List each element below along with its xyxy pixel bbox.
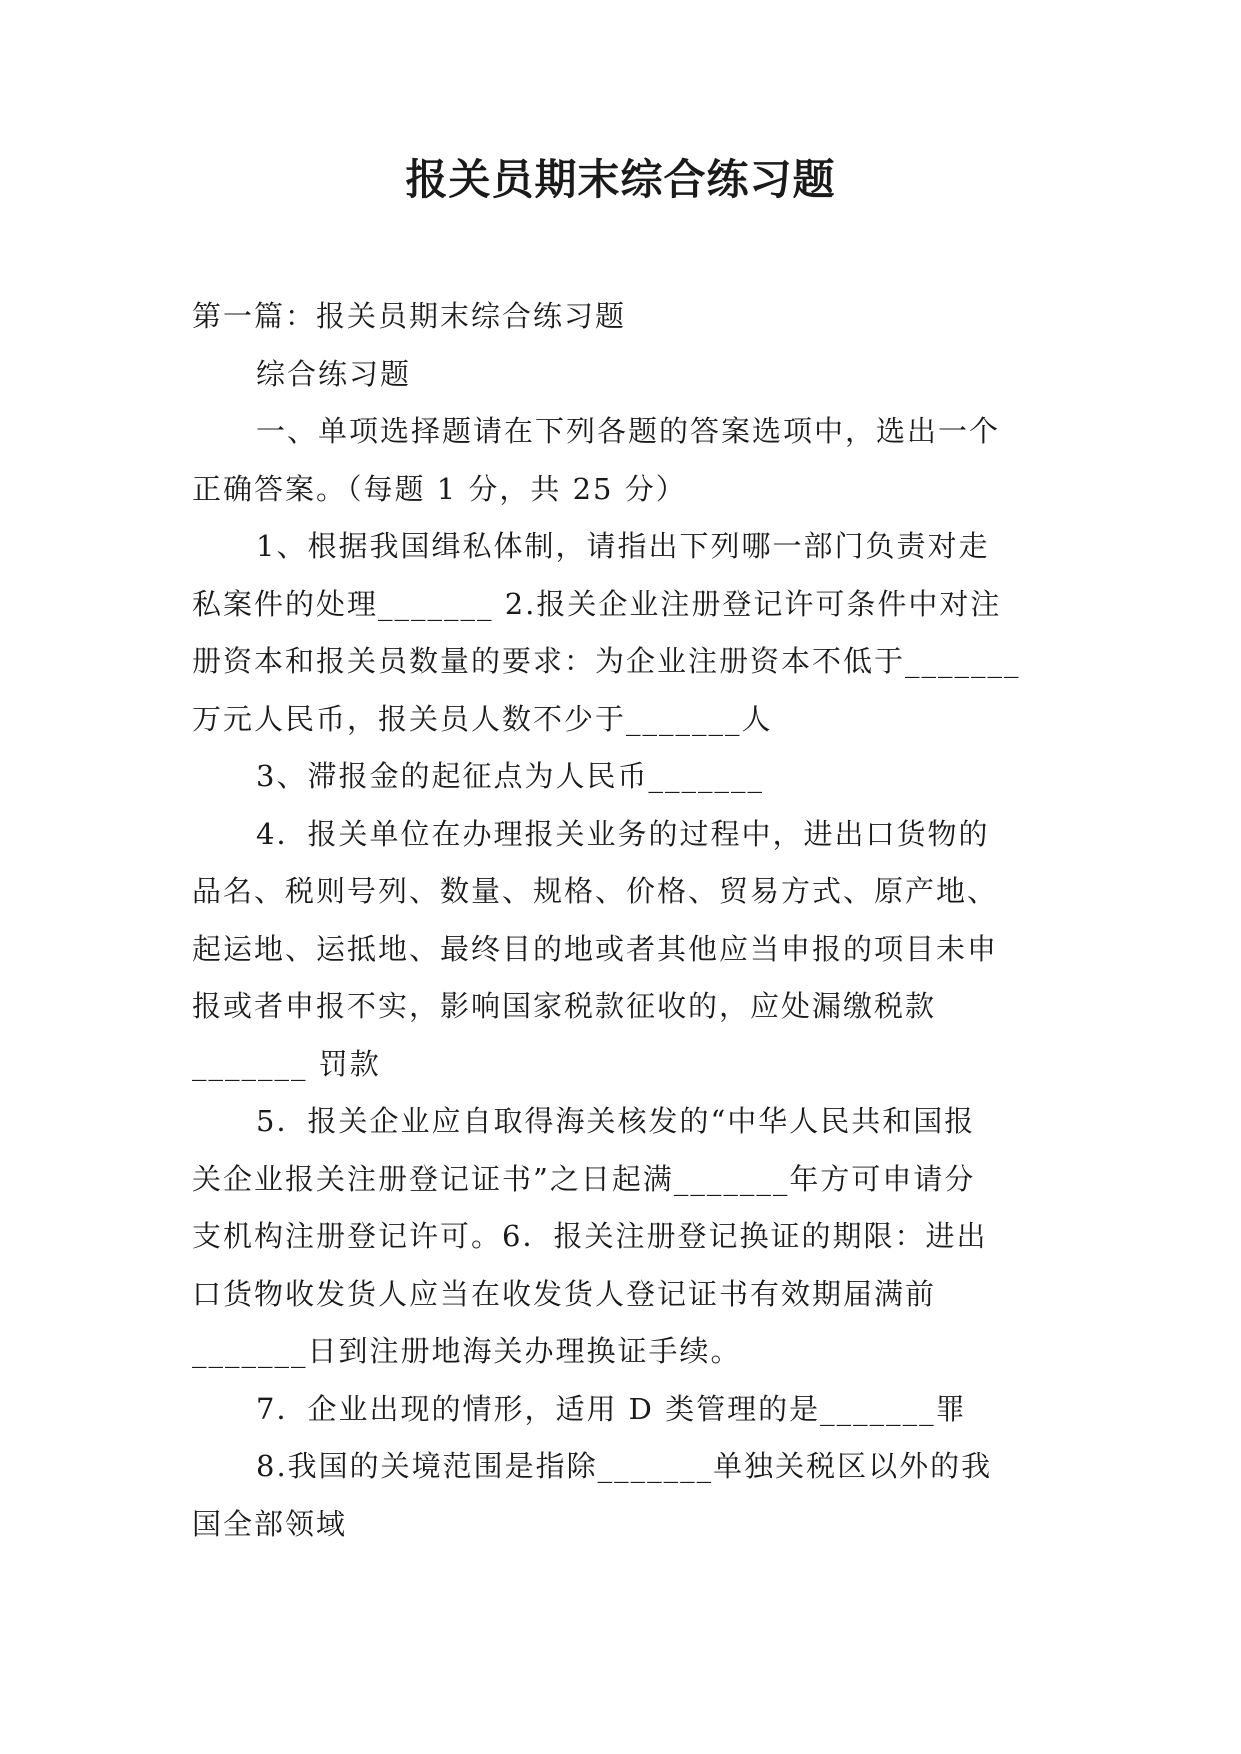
paragraph-line: 1、根据我国缉私体制，请指出下列哪一部门负责对走 [256, 529, 990, 563]
paragraph-line: 7．企业出现的情形，适用 D 类管理的是_______罪 [256, 1391, 967, 1426]
paragraph-line: 3、滞报金的起征点为人民币_______ [256, 759, 764, 793]
paragraph-line: 私案件的处理_______ 2.报关企业注册登记许可条件中对注 [192, 586, 1002, 621]
section-heading: 第一篇：报关员期末综合练习题 [192, 299, 627, 333]
paragraph-line: 起运地、运抵地、最终目的地或者其他应当申报的项目未申 [192, 931, 999, 966]
paragraph-line: _______ 罚款 [192, 1046, 381, 1081]
subsection-heading: 综合练习题 [256, 356, 412, 391]
paragraph-line: 一、单项选择题请在下列各题的答案选项中，选出一个 [256, 414, 1001, 448]
paragraph-line: 品名、税则号列、数量、规格、价格、贸易方式、原产地、 [192, 874, 999, 908]
paragraph-line: 支机构注册登记许可。6．报关注册登记换证的期限：进出 [192, 1219, 988, 1253]
paragraph-line: 报或者申报不实，影响国家税款征收的，应处漏缴税款 [192, 989, 937, 1023]
paragraph-line: _______日到注册地海关办理换证手续。 [192, 1334, 742, 1368]
paragraph-line: 正确答案。（每题 1 分，共 25 分） [192, 471, 687, 506]
paragraph-line: 关企业报关注册登记证书”之日起满_______年方可申请分 [192, 1161, 976, 1196]
document-body [192, 288, 1048, 1553]
paragraph-line: 口货物收发货人应当在收发货人登记证书有效期届满前 [192, 1276, 937, 1311]
paragraph-line: 8.我国的关境范围是指除_______单独关税区以外的我 [256, 1449, 993, 1483]
paragraph-line: 5．报关企业应自取得海关核发的“中华人民共和国报 [256, 1104, 976, 1138]
paragraph-line: 国全部领域 [192, 1506, 348, 1541]
paragraph-line: 万元人民币，报关员人数不少于_______人 [192, 701, 773, 736]
paragraph-line: 册资本和报关员数量的要求：为企业注册资本不低于_______ [192, 644, 1021, 678]
document-title: 报关员期末综合练习题 [405, 155, 836, 204]
paragraph-line: 4．报关单位在办理报关业务的过程中，进出口货物的 [256, 816, 990, 851]
